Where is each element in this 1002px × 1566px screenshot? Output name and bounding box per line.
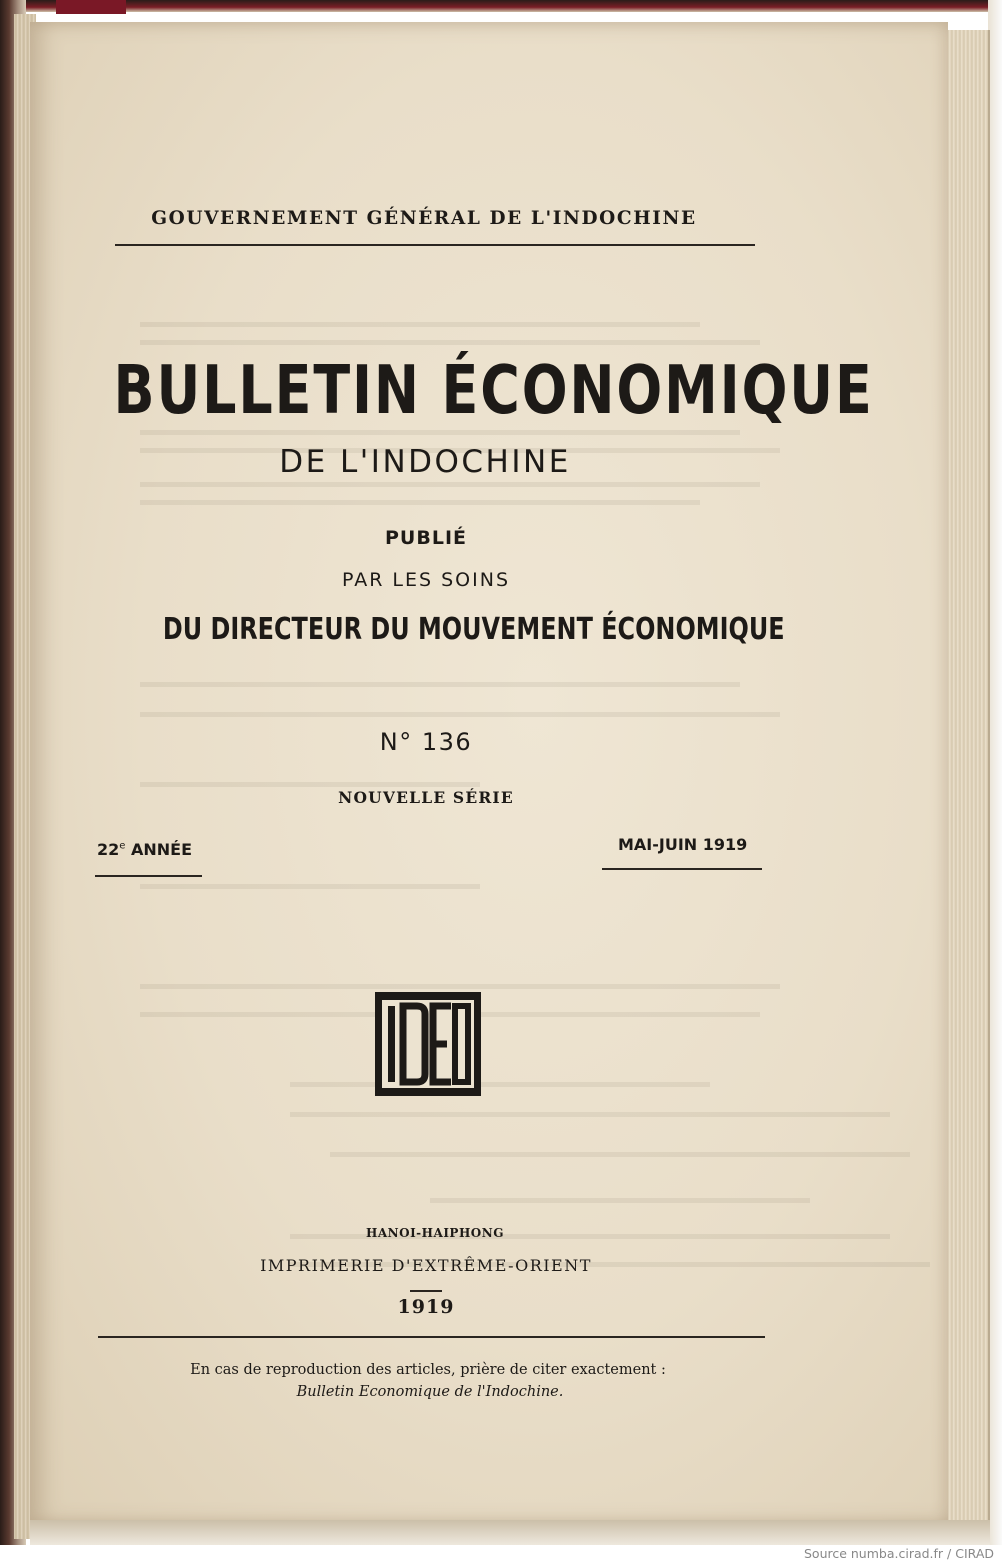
year-underline: [95, 875, 202, 877]
date-underline: [602, 868, 762, 870]
year-of-publication: [97, 840, 207, 859]
document-page: [30, 22, 948, 1524]
page-bottom-shadow: [30, 1520, 990, 1545]
year-ordinal: 22: [97, 840, 120, 859]
printer-name: IMPRIMERIE D'EXTRÊME-ORIENT: [260, 1256, 592, 1275]
publication-year: 1919: [397, 1296, 455, 1318]
reproduction-notice: En cas de reproduction des articles, prière de citer exactement :: [190, 1362, 666, 1378]
header-rule: [115, 244, 755, 246]
printer-city: HANOI-HAIPHONG: [366, 1226, 504, 1240]
issue-date: MAI-JUIN 1919: [618, 835, 748, 854]
year-dash: [410, 1290, 442, 1292]
binding-bookmark: [56, 0, 126, 14]
footer-rule: [98, 1336, 765, 1338]
by-care-of-label: PAR LES SOINS: [341, 569, 511, 591]
backdrop-top: [0, 0, 1002, 12]
year-ordinal-suffix: e: [119, 840, 126, 852]
government-header: GOUVERNEMENT GÉNÉRAL DE L'INDOCHINE: [151, 208, 697, 229]
bulletin-title: BULLETIN ÉCONOMIQUE: [113, 350, 874, 429]
citation-title: Bulletin Economique de l'Indochine.: [296, 1384, 564, 1400]
source-credit: Source numba.cirad.fr / CIRAD: [803, 1546, 994, 1561]
series-label: NOUVELLE SÉRIE: [338, 788, 514, 807]
year-label: ANNÉE: [125, 840, 193, 859]
published-label: PUBLIÉ: [385, 527, 467, 549]
director-line: DU DIRECTEUR DU MOUVEMENT ÉCONOMIQUE: [162, 612, 785, 648]
ideo-monogram-logo: [373, 990, 483, 1098]
issue-number: N° 136: [379, 728, 473, 756]
bulletin-subtitle: DE L'INDOCHINE: [279, 444, 571, 480]
backdrop-right: [988, 0, 1002, 1545]
